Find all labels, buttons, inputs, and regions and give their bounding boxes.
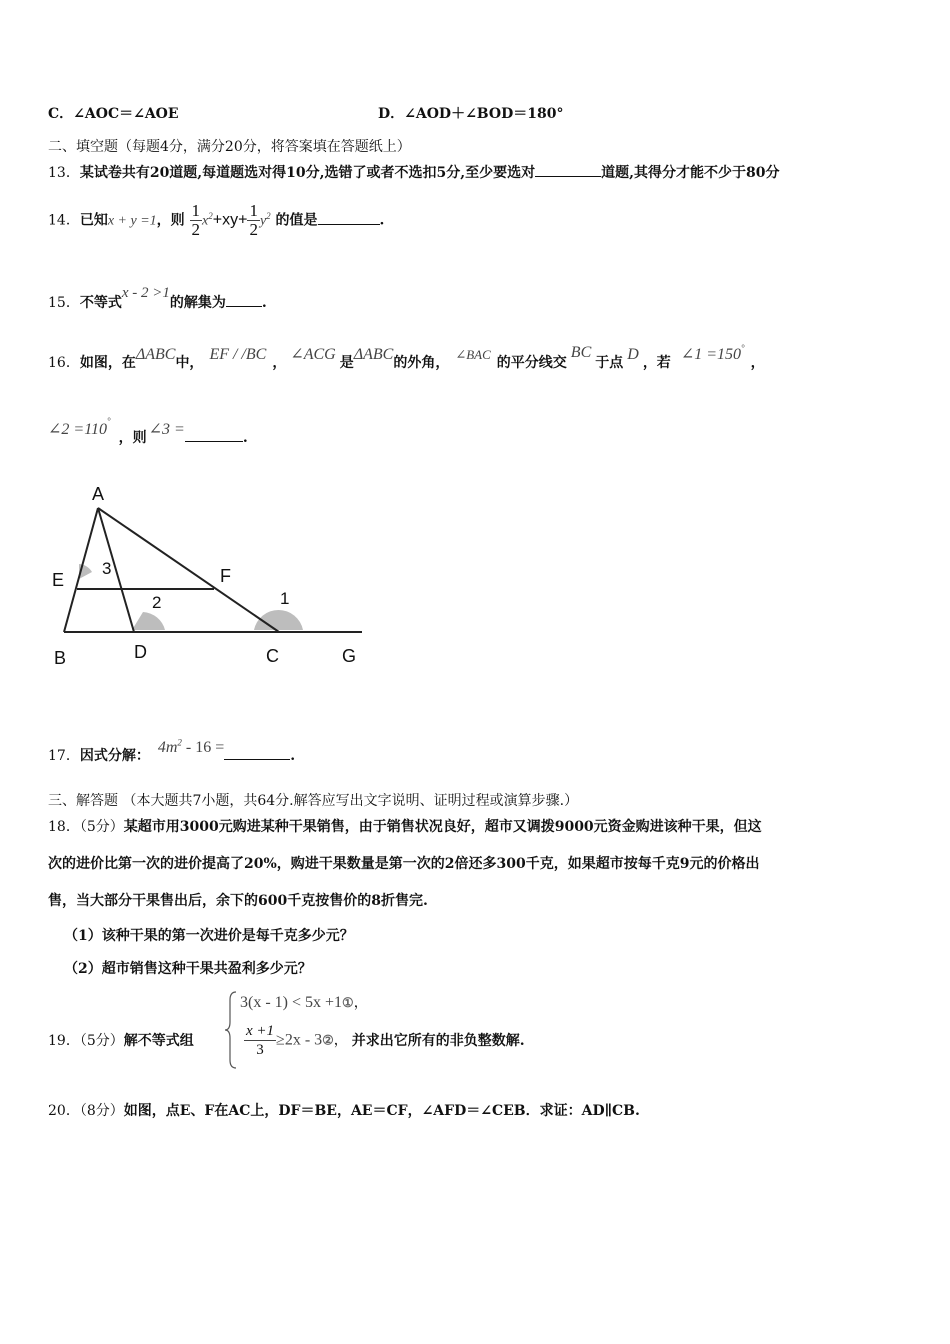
geometry-figure [44, 478, 374, 678]
question-number: 15． [48, 295, 80, 311]
brace-icon [224, 990, 238, 1070]
q16-text: 的平分线交 [496, 355, 567, 371]
question-18-sub-2: （2）超市销售这种干果共盈利多少元？ [64, 961, 312, 977]
question-18-line-3: 售，当大部分干果售出后，余下的600千克按售价的8折售完. [48, 893, 428, 909]
question-20-text: 如图，点E、F在AC上，DF＝BE，AE＝CF，∠AFD＝∠CEB．求证：AD∥CB. [123, 1103, 640, 1119]
fraction-x-plus-1-over-3: $\frac{x +1}{3}$ [246, 1023, 275, 1058]
question-20 [48, 1100, 640, 1120]
question-13-text-b: 道题,其得分才能不少于80分 [601, 165, 780, 181]
section-fill-in-heading: 二、填空题（每题4分，满分20分，将答案填在答题纸上） [48, 139, 411, 155]
degree-sign: ° [107, 416, 111, 427]
var-x: x [202, 213, 209, 229]
option-c-label: C． [48, 106, 74, 122]
segment-bc: BC [570, 344, 592, 361]
comma: ， [333, 1032, 348, 1049]
period: . [261, 295, 267, 311]
option-c-text: ∠AOC＝∠AOE [73, 106, 179, 122]
exponent: 2 [208, 211, 213, 221]
question-14-mid: ，则 [156, 212, 185, 229]
question-number: 13． [48, 165, 80, 181]
question-score: （5分） [79, 1033, 124, 1049]
question-number: 17． [48, 748, 80, 764]
condition-expression: x + y =1 [107, 213, 157, 229]
angle-2-value: ∠2 =110 [48, 421, 108, 438]
question-18-sub-1: （1）该种干果的第一次进价是每千克多少元？ [64, 928, 354, 944]
question-number: 20． [48, 1103, 80, 1119]
inequality-1: 3(x - 1) < 5x +1 [240, 994, 343, 1011]
fraction-one-half: $\frac{1}{2}$ [249, 201, 258, 240]
q16-text: 如图，在 [79, 355, 136, 371]
angle-acg: ∠ACG [290, 346, 336, 363]
question-16-cont [48, 416, 248, 447]
section-solution-heading: 三、解答题 （本大题共7小题，共64分.解答应写出文字说明、证明过程或演算步骤.） [48, 793, 579, 809]
label-c: C [266, 646, 279, 666]
q16-text: ，则 [118, 430, 147, 446]
angle-2-shade [132, 612, 165, 630]
period: . [290, 748, 296, 764]
q16-text: ，若 [642, 355, 671, 371]
point-d: D [627, 346, 639, 363]
xy-term: +xy+ [212, 211, 248, 229]
angle-bac: ∠BAC [455, 347, 491, 362]
question-17-pre: 因式分解： [79, 748, 150, 764]
factor-expression: $4m^2 - 16$ = [157, 737, 225, 756]
system-ineq-2 [244, 1022, 525, 1059]
label-b: B [54, 648, 67, 668]
answer-blank[interactable] [535, 175, 601, 177]
label-angle-2: 2 [152, 593, 162, 612]
circle-2: ② [322, 1033, 334, 1049]
question-number: 19． [48, 1033, 80, 1049]
question-14-post: 的值是 [275, 212, 318, 229]
option-d-text: ∠AOD＋∠BOD＝180° [404, 106, 564, 122]
q16-text: 的外角， [393, 355, 450, 371]
triangle-abc: ΔABC [135, 346, 176, 363]
answer-blank[interactable] [224, 758, 290, 760]
inequality-expression: x - 2 >1 [121, 285, 170, 301]
question-17 [48, 737, 296, 765]
question-score: （8分） [79, 1103, 124, 1119]
question-18-line-2: 次的进价比第一次的进价提高了20%，购进干果数量是第一次的2倍还多300千克，如果超市按每千克9元的价格出 [48, 856, 760, 872]
question-score: （5分） [79, 819, 124, 835]
question-15-post: 的解集为 [169, 295, 226, 311]
angle-shading [79, 564, 303, 630]
question-18 [48, 816, 762, 836]
q16-text: 是 [339, 355, 354, 371]
question-number: 18． [48, 819, 80, 835]
question-16 [48, 343, 765, 372]
label-e: E [52, 570, 65, 590]
angle-3-expression: ∠3 = [148, 421, 185, 438]
answer-blank[interactable] [226, 305, 262, 307]
period: . [379, 212, 385, 229]
answer-blank[interactable] [185, 440, 243, 442]
question-18-line-1: 某超市用3000元购进某种干果销售，由于销售状况良好，超市又调拨9000元资金购进该种干果，但这 [123, 819, 762, 835]
question-19-post: 并求出它所有的非负整数解. [351, 1032, 525, 1049]
segment-ab [64, 508, 98, 632]
inequality-2: ≥2x - 3 [276, 1031, 323, 1049]
question-19-pre: 解不等式组 [123, 1033, 194, 1049]
label-a: A [92, 484, 105, 504]
angle-1-value: ∠1 =150 [680, 346, 742, 363]
label-f: F [220, 566, 231, 586]
question-15-pre: 不等式 [79, 295, 122, 311]
label-angle-1: 1 [280, 589, 290, 608]
question-13 [48, 162, 780, 182]
var-y: y [259, 213, 267, 229]
segment-ac [98, 508, 279, 632]
q16-text: 于点 [595, 355, 624, 371]
label-g: G [342, 646, 357, 666]
option-d [378, 103, 563, 123]
label-angle-3: 3 [102, 559, 112, 578]
fraction-one-half: $\frac{1}{2}$ [191, 201, 201, 240]
period: . [242, 430, 248, 446]
degree-sign: ° [741, 343, 745, 354]
option-d-label: D． [378, 106, 405, 122]
comma: ， [353, 995, 368, 1011]
answer-blank[interactable] [318, 223, 380, 225]
question-14 [48, 196, 384, 242]
question-15 [48, 285, 267, 312]
question-number: 16． [48, 355, 80, 371]
question-14-pre: 已知 [79, 212, 108, 229]
circle-1: ① [342, 996, 354, 1011]
q16-text: ， [750, 355, 765, 371]
triangle-abc: ΔABC [353, 346, 394, 363]
exponent: 2 [266, 211, 271, 221]
question-number: 14． [48, 212, 80, 229]
option-c [48, 103, 179, 123]
question-13-text-a: 某试卷共有20道题,每道题选对得10分,选错了或者不选扣5分,至少要选对 [79, 165, 536, 181]
q16-text: ， [272, 355, 287, 371]
label-d: D [134, 642, 147, 662]
question-19 [48, 1030, 194, 1050]
system-ineq-1 [240, 992, 368, 1012]
q16-text: 中， [175, 355, 204, 371]
parallel-ef-bc: EF / /BC [209, 346, 267, 363]
